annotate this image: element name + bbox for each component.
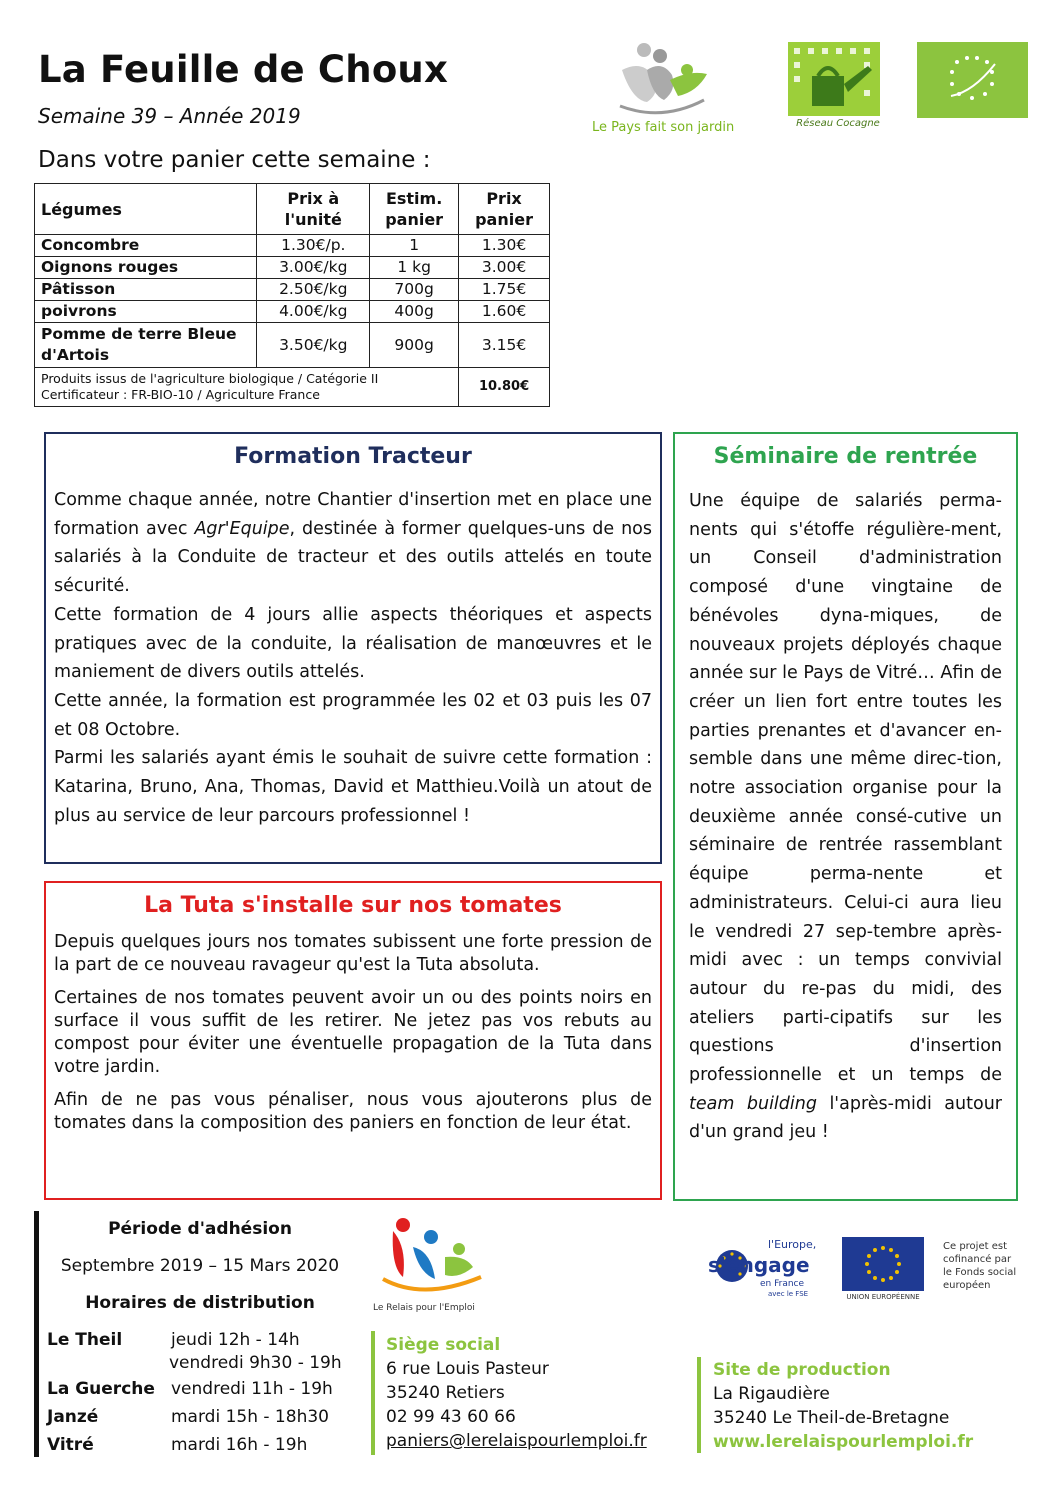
tuta-paragraph-3: Afin de ne pas vous pénaliser, nous vous ajouterons plus de tomates dans la composition des paniers en fonction de leur état. <box>54 1090 652 1133</box>
vegetable-name: poivrons <box>35 301 257 323</box>
basket-estimate: 400g <box>370 301 459 323</box>
newsletter-title: La Feuille de Choux <box>38 48 449 91</box>
basket-estimate: 1 <box>370 235 459 257</box>
table-row <box>35 279 550 301</box>
schedule-town: Vitré <box>47 1435 94 1455</box>
tuta-paragraph-1: Depuis quelques jours nos tomates subissent une forte pression de la part de ce nouveau ravageur qu'est la Tuta absoluta. <box>54 932 652 975</box>
siege-city: 35240 Retiers <box>386 1383 505 1403</box>
vegetable-name: Oignons rouges <box>35 257 257 279</box>
cocagne-logo-text: Réseau Cocagne <box>796 118 880 129</box>
unit-price: 3.00€/kg <box>257 257 370 279</box>
tracteur-paragraph-2: Cette formation de 4 jours allie aspects théoriques et aspects pratiques avec de la conduite, la réalisation de manœuvres et le maniement de divers outils attelés. <box>54 604 652 683</box>
pays-logo-graphic <box>592 40 722 118</box>
tuta-article-box <box>44 881 662 1200</box>
site-production-block <box>713 1358 973 1454</box>
basket-price: 1.75€ <box>459 279 550 301</box>
table-row <box>35 235 550 257</box>
tuta-paragraph-2: Certaines de nos tomates peuvent avoir un ou des points noirs en surface il vous suffit de les retirer. Ne jetez pas vos rebuts au compost pour éviter une éventuelle propagation de la Tuta dans votre jardin. <box>54 988 652 1077</box>
table-row <box>35 323 550 368</box>
schedule-town: Le Theil <box>47 1330 123 1350</box>
watering-can-icon <box>788 42 880 116</box>
basket-price: 1.30€ <box>459 235 550 257</box>
schedule-hours: jeudi 12h - 14h <box>171 1330 300 1350</box>
eu-organic-leaf-logo <box>917 42 1028 118</box>
fse-cofinancing-note: Ce projet est cofinancé par le Fonds social européen <box>943 1241 1017 1291</box>
tracteur-paragraph-3: Cette année, la formation est programmée les 02 et 03 puis les 07 et 08 Octobre. <box>54 690 652 740</box>
europe-text-3: en France <box>760 1279 805 1289</box>
site-place: La Rigaudière <box>713 1384 830 1404</box>
pays-fait-son-jardin-logo <box>592 40 742 140</box>
unit-price: 2.50€/kg <box>257 279 370 301</box>
certification-line-1: Produits issus de l'agriculture biologique / Catégorie II <box>41 371 379 386</box>
relais-pour-emploi-logo <box>373 1217 513 1317</box>
vegetable-name: Pâtisson <box>35 279 257 301</box>
reseau-cocagne-logo <box>788 42 880 137</box>
table-row <box>35 257 550 279</box>
seminaire-text-end: l'après-midi autour d'un grand jeu ! <box>689 1093 1002 1143</box>
horaires-title: Horaires de distribution <box>85 1293 315 1313</box>
siege-street: 6 rue Louis Pasteur <box>386 1359 549 1379</box>
vegetable-name: Pomme de terre Bleue d'Artois <box>35 323 257 368</box>
column-header-estimate: Estim. panier <box>370 184 459 235</box>
europe-text-4: avec le FSE <box>768 1290 809 1298</box>
tracteur-paragraph-1 <box>54 486 652 601</box>
siege-heading: Siège social <box>386 1335 501 1355</box>
europe-text-2: s'engage <box>708 1253 810 1277</box>
certification-note <box>35 368 459 407</box>
unit-price: 3.50€/kg <box>257 323 370 368</box>
table-footer-row <box>35 368 550 407</box>
schedule-town: La Guerche <box>47 1379 155 1399</box>
column-header-legumes: Légumes <box>35 184 257 235</box>
site-city: 35240 Le Theil-de-Bretagne <box>713 1408 950 1428</box>
schedule-hours: vendredi 9h30 - 19h <box>169 1353 342 1373</box>
ue-logo-text: UNION EUROPÉENNE <box>846 1293 920 1301</box>
formation-tracteur-title: Formation Tracteur <box>234 444 472 469</box>
site-accent-bar <box>697 1357 701 1453</box>
seminaire-paragraph <box>689 487 1002 1147</box>
relais-logo-text: Le Relais pour l'Emploi <box>373 1303 475 1313</box>
column-header-basket-price: Prix panier <box>459 184 550 235</box>
table-row <box>35 301 550 323</box>
eu-flag-icon <box>842 1237 924 1291</box>
schedule-hours: mardi 16h - 19h <box>171 1435 308 1455</box>
europe-sengage-logo <box>704 1238 824 1300</box>
basket-price-table <box>34 183 550 407</box>
tracteur-p1-end: , destinée à former quelques-uns de nos salariés à la Conduite de tracteur et des outils attelés en toute sécurité. <box>54 518 652 597</box>
basket-price: 3.00€ <box>459 257 550 279</box>
siege-email-link[interactable]: paniers@lerelaispourlemploi.fr <box>386 1431 647 1451</box>
schedule-hours: vendredi 11h - 19h <box>171 1379 333 1399</box>
site-heading: Site de production <box>713 1360 891 1380</box>
basket-total: 10.80€ <box>459 368 550 407</box>
unit-price: 1.30€/p. <box>257 235 370 257</box>
europe-engage-graphic <box>704 1238 824 1300</box>
organic-leaf-icon <box>917 42 1028 118</box>
seminaire-box <box>673 432 1018 1201</box>
basket-estimate: 900g <box>370 323 459 368</box>
footer-divider-bar <box>34 1211 39 1457</box>
basket-price: 1.60€ <box>459 301 550 323</box>
pays-logo-text: Le Pays fait son jardin <box>592 120 735 135</box>
siege-accent-bar <box>371 1331 375 1455</box>
tracteur-paragraph-4: Parmi les salariés ayant émis le souhait de suivre cette formation : Katarina, Bruno, Ana, Thomas, David et Matthieu.Voilà un atout de plus au service de leur parcours professionnel ! <box>54 748 652 826</box>
basket-price: 3.15€ <box>459 323 550 368</box>
table-header-row <box>35 184 550 235</box>
tuta-title: La Tuta s'installe sur nos tomates <box>144 893 562 918</box>
unit-price: 4.00€/kg <box>257 301 370 323</box>
tracteur-p1-start: Comme chaque année, notre Chantier d'insertion met en place une formation avec <box>54 490 652 539</box>
website-link[interactable]: www.lerelaispourlemploi.fr <box>713 1432 974 1452</box>
team-building-term: team building <box>689 1093 817 1114</box>
basket-estimate: 1 kg <box>370 257 459 279</box>
adhesion-title: Période d'adhésion <box>108 1219 292 1239</box>
schedule-town: Janzé <box>47 1407 99 1427</box>
siege-social-block <box>386 1333 647 1453</box>
seminaire-text-start: Une équipe de salariés perma-nents qui s'étoffe régulière-ment, un Conseil d'administration composé d'une vingtaine de bénévoles dyna-miques, de nouveaux projets déployés chaque année sur le Pays de Vitré… Afin de créer un lien fort entre toutes les parties prenantes et d'avancer en-semble dans une même direc-tion, notre association organise pour la deuxième année consé-cutive un séminaire de rentrée rassemblant équipe perma-nente et administrateurs. Celui-ci aura lieu le vendredi 27 sep-tembre après-midi avec : un temps convivial autour du re-pas du midi, des ateliers parti-cipatifs sur les questions d'insertion professionnelle et un temps de <box>689 491 1002 1086</box>
relais-logo-graphic <box>373 1217 493 1301</box>
eu-stars-icon <box>842 1237 924 1291</box>
basket-estimate: 700g <box>370 279 459 301</box>
certification-line-2: Certificateur : FR-BIO-10 / Agriculture France <box>41 387 320 402</box>
formation-tracteur-box <box>44 432 662 864</box>
union-europeenne-logo <box>842 1237 924 1303</box>
europe-text-1: l'Europe, <box>768 1238 817 1251</box>
column-header-unit-price: Prix à l'unité <box>257 184 370 235</box>
schedule-hours: mardi 15h - 18h30 <box>171 1407 329 1427</box>
basket-heading: Dans votre panier cette semaine : <box>38 147 431 173</box>
siege-phone: 02 99 43 60 66 <box>386 1407 516 1427</box>
seminaire-title: Séminaire de rentrée <box>713 444 978 469</box>
vegetable-name: Concombre <box>35 235 257 257</box>
issue-subtitle: Semaine 39 – Année 2019 <box>38 104 301 128</box>
agr-equipe-name: Agr'Equipe <box>194 518 290 539</box>
adhesion-dates: Septembre 2019 – 15 Mars 2020 <box>60 1256 340 1276</box>
